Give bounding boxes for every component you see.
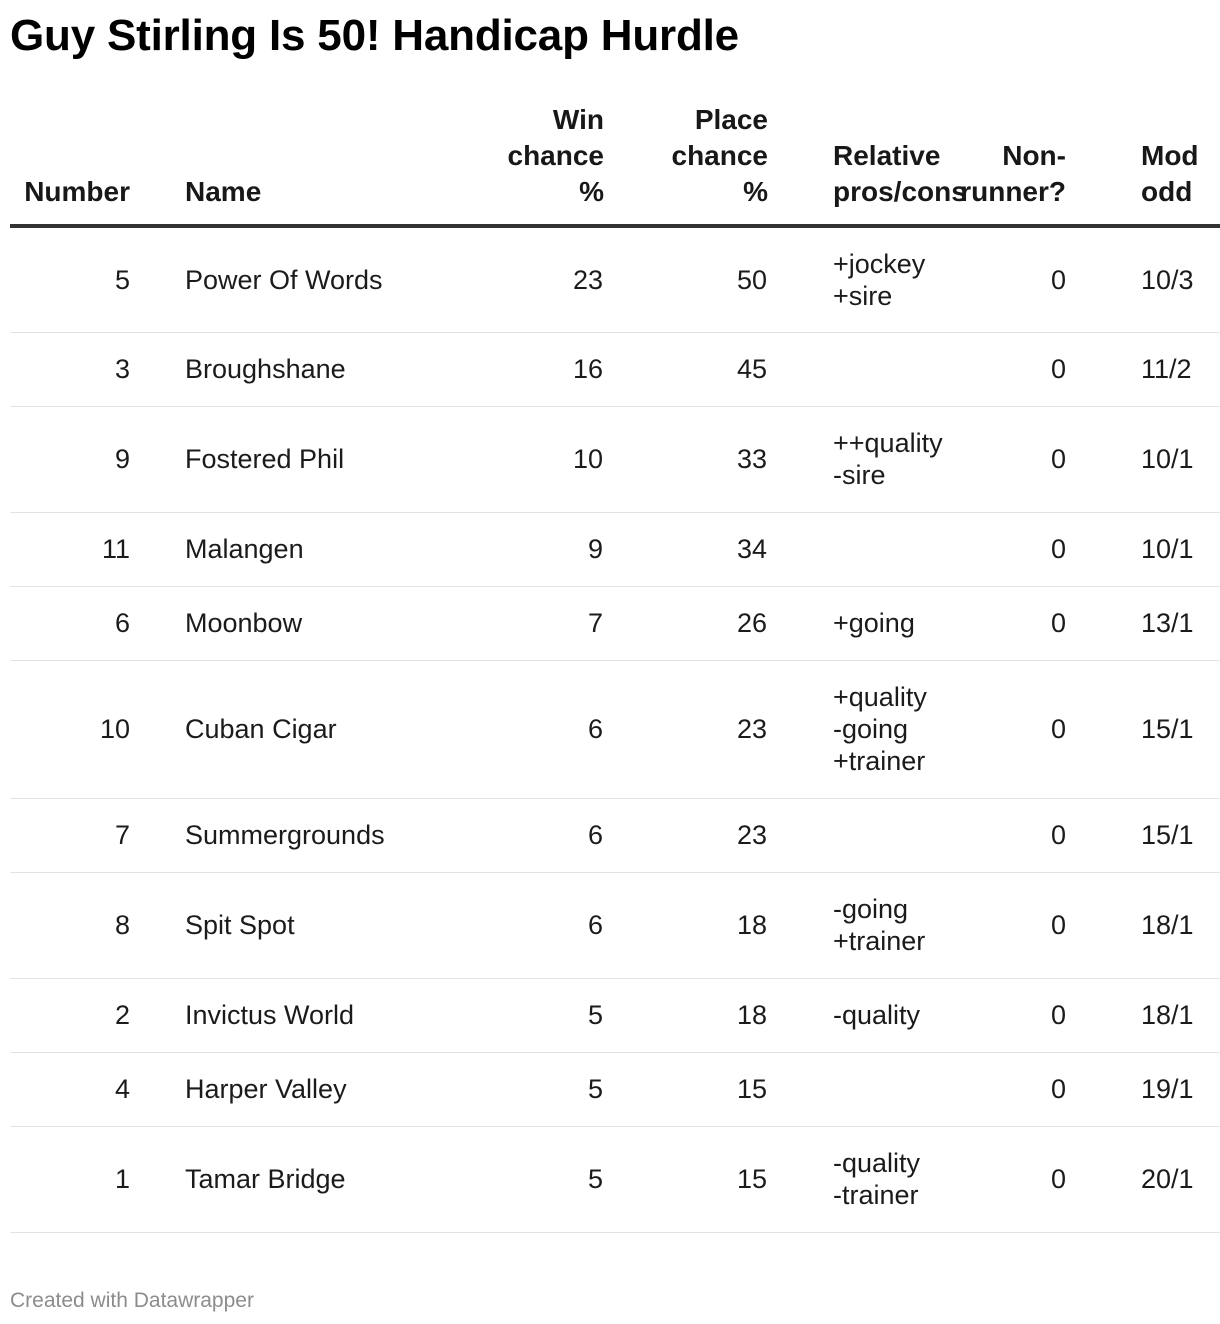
- cell-non-runner: 0: [928, 226, 1076, 332]
- cell-place-chance: 33: [604, 406, 768, 512]
- cell-odds: 13/1: [1076, 586, 1220, 660]
- column-header-line: Relative: [833, 140, 941, 171]
- cell-number: 1: [10, 1126, 185, 1232]
- cell-place-chance: 15: [604, 1052, 768, 1126]
- cell-win-chance: 10: [440, 406, 604, 512]
- cell-relative-pros-cons: [768, 1052, 928, 1126]
- table-row: [10, 406, 1220, 512]
- cell-relative-pros-cons: [768, 798, 928, 872]
- footer-credit: Created with Datawrapper: [10, 1289, 254, 1312]
- column-header-number[interactable]: [10, 96, 185, 226]
- cell-number: 5: [10, 226, 185, 332]
- cell-non-runner: 0: [928, 1052, 1076, 1126]
- cell-number: 9: [10, 406, 185, 512]
- cell-relative-pros-cons: -quality -trainer: [768, 1126, 928, 1232]
- cell-name: Cuban Cigar: [185, 660, 440, 798]
- table-row: [10, 226, 1220, 332]
- cell-non-runner: 0: [928, 406, 1076, 512]
- cell-number: 6: [10, 586, 185, 660]
- cell-place-chance: 23: [604, 798, 768, 872]
- table-row: [10, 332, 1220, 406]
- data-table: [10, 96, 1220, 1233]
- cell-place-chance: 15: [604, 1126, 768, 1232]
- cell-relative-pros-cons: [768, 332, 928, 406]
- cell-number: 8: [10, 872, 185, 978]
- cell-win-chance: 23: [440, 226, 604, 332]
- cell-odds: 10/3: [1076, 226, 1220, 332]
- cell-non-runner: 0: [928, 978, 1076, 1052]
- cell-win-chance: 5: [440, 1052, 604, 1126]
- cell-win-chance: 7: [440, 586, 604, 660]
- chart-title: Guy Stirling Is 50! Handicap Hurdle: [10, 11, 739, 60]
- cell-win-chance: 5: [440, 1126, 604, 1232]
- cell-name: Harper Valley: [185, 1052, 440, 1126]
- column-header-odds[interactable]: [1076, 96, 1220, 226]
- column-header-line: Win: [552, 104, 604, 135]
- column-header-line: chance: [671, 140, 768, 171]
- table-row: [10, 1126, 1220, 1232]
- cell-non-runner: 0: [928, 1126, 1076, 1232]
- column-header-line: Non-: [1002, 140, 1066, 171]
- table-row: [10, 512, 1220, 586]
- table-row: [10, 586, 1220, 660]
- cell-relative-pros-cons: -quality: [768, 978, 928, 1052]
- cell-name: Summergrounds: [185, 798, 440, 872]
- cell-odds: 18/1: [1076, 872, 1220, 978]
- cell-win-chance: 5: [440, 978, 604, 1052]
- column-header-line: Number: [24, 176, 130, 207]
- column-header-line: odd: [1141, 176, 1193, 207]
- cell-name: Spit Spot: [185, 872, 440, 978]
- cell-number: 4: [10, 1052, 185, 1126]
- cell-name: Malangen: [185, 512, 440, 586]
- cell-number: 7: [10, 798, 185, 872]
- cell-non-runner: 0: [928, 660, 1076, 798]
- cell-relative-pros-cons: +going: [768, 586, 928, 660]
- cell-relative-pros-cons: ++quality -sire: [768, 406, 928, 512]
- cell-non-runner: 0: [928, 798, 1076, 872]
- cell-name: Fostered Phil: [185, 406, 440, 512]
- column-header-line: runner?: [960, 176, 1066, 207]
- table-body: [10, 226, 1220, 1232]
- cell-number: 11: [10, 512, 185, 586]
- cell-non-runner: 0: [928, 586, 1076, 660]
- cell-win-chance: 16: [440, 332, 604, 406]
- cell-odds: 15/1: [1076, 798, 1220, 872]
- column-header-line: %: [743, 176, 768, 207]
- cell-odds: 15/1: [1076, 660, 1220, 798]
- column-header-win-chance[interactable]: [440, 96, 604, 226]
- cell-non-runner: 0: [928, 512, 1076, 586]
- cell-relative-pros-cons: -going +trainer: [768, 872, 928, 978]
- column-header-line: Place: [694, 104, 768, 135]
- cell-relative-pros-cons: +quality -going +trainer: [768, 660, 928, 798]
- cell-name: Tamar Bridge: [185, 1126, 440, 1232]
- cell-name: Invictus World: [185, 978, 440, 1052]
- cell-odds: 19/1: [1076, 1052, 1220, 1126]
- table-row: [10, 798, 1220, 872]
- cell-number: 10: [10, 660, 185, 798]
- cell-place-chance: 18: [604, 872, 768, 978]
- cell-odds: 10/1: [1076, 512, 1220, 586]
- cell-relative-pros-cons: [768, 512, 928, 586]
- column-header-line: pros/cons: [833, 176, 967, 207]
- data-table-container: [10, 96, 1220, 1233]
- cell-relative-pros-cons: +jockey +sire: [768, 226, 928, 332]
- cell-name: Power Of Words: [185, 226, 440, 332]
- cell-place-chance: 18: [604, 978, 768, 1052]
- cell-name: Broughshane: [185, 332, 440, 406]
- cell-win-chance: 6: [440, 872, 604, 978]
- cell-odds: 11/2: [1076, 332, 1220, 406]
- column-header-line: Mod: [1141, 140, 1199, 171]
- column-header-place-chance[interactable]: [604, 96, 768, 226]
- cell-win-chance: 6: [440, 660, 604, 798]
- cell-number: 2: [10, 978, 185, 1052]
- cell-non-runner: 0: [928, 872, 1076, 978]
- cell-non-runner: 0: [928, 332, 1076, 406]
- cell-win-chance: 6: [440, 798, 604, 872]
- column-header-line: %: [579, 176, 604, 207]
- cell-place-chance: 50: [604, 226, 768, 332]
- cell-number: 3: [10, 332, 185, 406]
- cell-place-chance: 45: [604, 332, 768, 406]
- cell-place-chance: 34: [604, 512, 768, 586]
- column-header-name[interactable]: [185, 96, 440, 226]
- table-row: [10, 660, 1220, 798]
- cell-place-chance: 23: [604, 660, 768, 798]
- cell-odds: 20/1: [1076, 1126, 1220, 1232]
- cell-odds: 10/1: [1076, 406, 1220, 512]
- column-header-line: Name: [185, 176, 262, 207]
- table-header-row: [10, 96, 1220, 226]
- column-header-relative[interactable]: [768, 96, 967, 226]
- cell-name: Moonbow: [185, 586, 440, 660]
- table-row: [10, 978, 1220, 1052]
- cell-win-chance: 9: [440, 512, 604, 586]
- column-header-line: chance: [507, 140, 604, 171]
- cell-odds: 18/1: [1076, 978, 1220, 1052]
- table-row: [10, 1052, 1220, 1126]
- table-row: [10, 872, 1220, 978]
- cell-place-chance: 26: [604, 586, 768, 660]
